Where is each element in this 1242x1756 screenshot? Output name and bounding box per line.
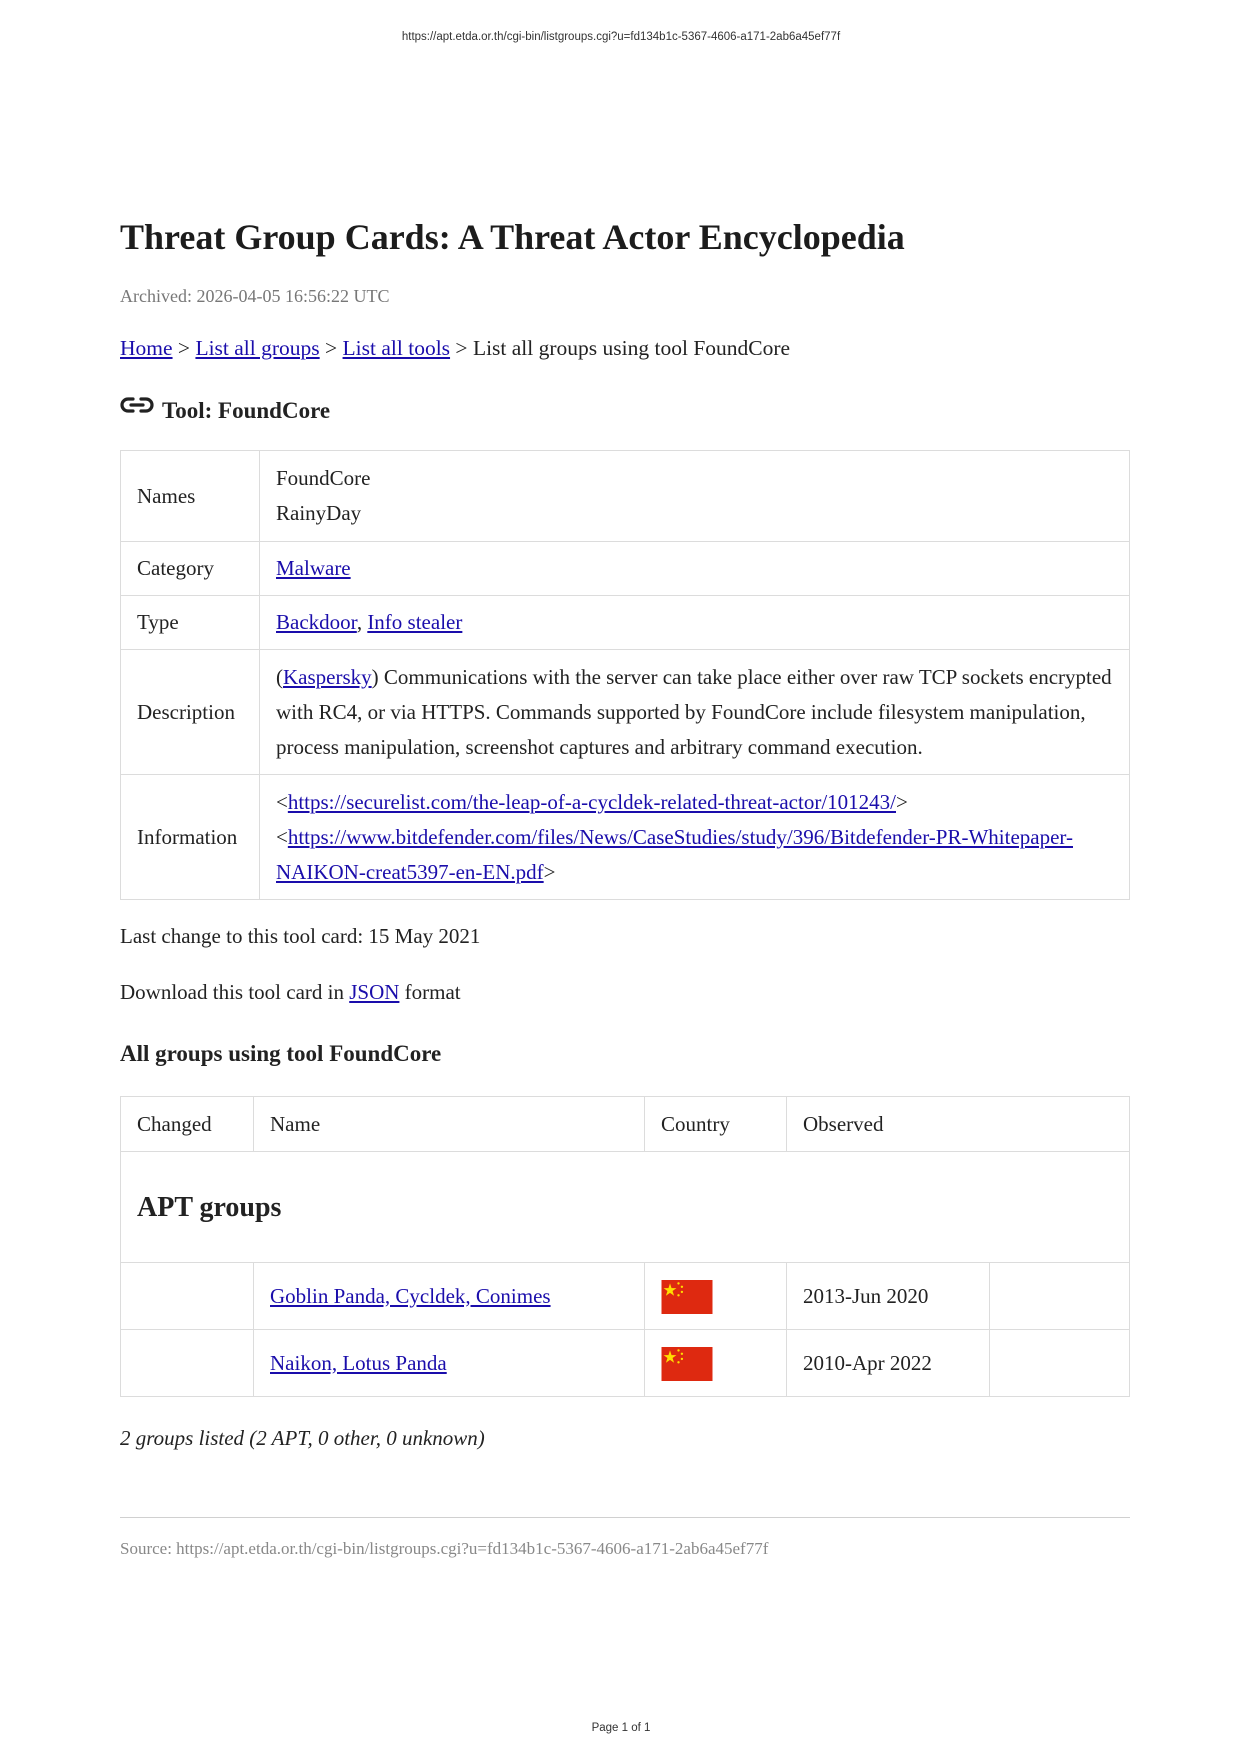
description-paren: ( bbox=[276, 664, 283, 689]
table-row bbox=[121, 1330, 1130, 1397]
information-label: Information bbox=[121, 775, 260, 900]
groups-header-row bbox=[121, 1097, 1130, 1152]
source-url: Source: https://apt.etda.or.th/cgi-bin/listgroups.cgi?u=fd134b1c-5367-4606-a171-2ab6a45ef77f bbox=[120, 1539, 769, 1558]
download-text: Download this tool card in JSON format bbox=[120, 980, 461, 1004]
information-reference: <https://www.bitdefender.com/files/News/CaseStudies/study/396/Bitdefender-PR-Whitepaper-NAIKON-creat5397-en-EN.pdf> bbox=[276, 824, 1073, 884]
tool-category-row bbox=[121, 542, 1130, 596]
country-cell bbox=[645, 1330, 787, 1397]
footer-divider bbox=[120, 1517, 1130, 1518]
page-number: Page 1 of 1 bbox=[591, 1722, 651, 1734]
tool-heading-text: Tool: FoundCore bbox=[162, 398, 331, 423]
names-label: Names bbox=[121, 451, 260, 542]
print-header-url: https://apt.etda.or.th/cgi-bin/listgroups.cgi?u=fd134b1c-5367-4606-a171-2ab6a45ef77f bbox=[401, 31, 841, 43]
column-header-country: Country bbox=[645, 1097, 787, 1152]
information-value bbox=[260, 775, 1130, 900]
tool-info-table bbox=[120, 450, 1130, 900]
breadcrumb-separator: > bbox=[177, 336, 191, 360]
country-cell bbox=[645, 1263, 787, 1330]
type-info-stealer-link[interactable]: Info stealer bbox=[367, 610, 463, 634]
name-foundcore: FoundCore bbox=[276, 466, 371, 490]
apt-section-row bbox=[121, 1152, 1130, 1263]
category-value bbox=[260, 542, 1130, 596]
securelist-link[interactable]: https://securelist.com/the-leap-of-a-cycldek-related-threat-actor/101243/ bbox=[287, 789, 896, 814]
column-header-changed: Changed bbox=[121, 1097, 254, 1152]
apt-section-heading: APT groups bbox=[121, 1152, 1130, 1263]
breadcrumb-current: List all groups using tool FoundCore bbox=[472, 336, 791, 360]
link-icon bbox=[120, 394, 154, 416]
table-row bbox=[121, 1263, 1130, 1330]
observed-cell: 2013-Jun 2020 bbox=[787, 1263, 990, 1330]
groups-heading: All groups using tool FoundCore bbox=[120, 1041, 442, 1066]
china-flag-icon bbox=[661, 1347, 713, 1381]
type-label: Type bbox=[121, 596, 260, 650]
breadcrumb-separator: > bbox=[325, 336, 338, 360]
groups-table bbox=[120, 1096, 1130, 1397]
name-cell bbox=[254, 1330, 645, 1397]
tool-names-row bbox=[121, 451, 1130, 542]
category-malware-link[interactable]: Malware bbox=[276, 556, 351, 580]
type-separator: , bbox=[356, 610, 368, 634]
changed-cell bbox=[121, 1263, 254, 1330]
breadcrumb-home-link[interactable]: Home bbox=[120, 336, 173, 360]
archived-timestamp: Archived: 2026-04-05 16:56:22 UTC bbox=[120, 286, 390, 306]
category-label: Category bbox=[121, 542, 260, 596]
tool-information-row bbox=[121, 775, 1130, 900]
groups-summary: 2 groups listed (2 APT, 0 other, 0 unknown) bbox=[120, 1426, 485, 1450]
group-link-goblin-panda[interactable]: Goblin Panda, Cycldek, Conimes bbox=[270, 1283, 551, 1308]
description-text: Communications with the server can take place either over raw TCP sockets encrypted with RC4, or via HTTPS. Commands supported by FoundCore include filesystem manipulation, process manipulation, screenshot captures and arbitrary command execution. bbox=[276, 664, 1112, 759]
description-source-link[interactable]: Kaspersky bbox=[283, 664, 372, 689]
group-link-naikon[interactable]: Naikon, Lotus Panda bbox=[270, 1350, 447, 1375]
type-value bbox=[260, 596, 1130, 650]
breadcrumb-list-groups-link[interactable]: List all groups bbox=[195, 336, 320, 360]
breadcrumb-separator: > bbox=[455, 336, 468, 360]
breadcrumb-list-tools-link[interactable]: List all tools bbox=[342, 336, 451, 360]
tool-heading bbox=[120, 396, 1130, 426]
tool-type-row bbox=[121, 596, 1130, 650]
empty-cell bbox=[990, 1263, 1130, 1330]
empty-cell bbox=[990, 1330, 1130, 1397]
description-paren: ) bbox=[371, 664, 379, 689]
last-change-text: Last change to this tool card: 15 May 2021 bbox=[120, 924, 481, 948]
bitdefender-link[interactable]: https://www.bitdefender.com/files/News/CaseStudies/study/396/Bitdefender-PR-Whitepaper-NAIKON-creat5397-en-EN.pdf bbox=[276, 824, 1073, 884]
changed-cell bbox=[121, 1330, 254, 1397]
tool-description-row bbox=[121, 650, 1130, 775]
breadcrumb bbox=[120, 333, 1130, 363]
names-value bbox=[260, 451, 1130, 542]
name-rainyday: RainyDay bbox=[276, 501, 362, 525]
type-backdoor-link[interactable]: Backdoor bbox=[276, 610, 357, 634]
column-header-name: Name bbox=[254, 1097, 645, 1152]
page-title: Threat Group Cards: A Threat Actor Encyclopedia bbox=[120, 217, 905, 257]
description-label: Description bbox=[121, 650, 260, 775]
name-cell bbox=[254, 1263, 645, 1330]
json-download-link[interactable]: JSON bbox=[349, 980, 400, 1004]
column-header-observed: Observed bbox=[787, 1097, 1130, 1152]
china-flag-icon bbox=[661, 1280, 713, 1314]
observed-cell: 2010-Apr 2022 bbox=[787, 1330, 990, 1397]
description-value bbox=[260, 650, 1130, 775]
information-reference: <https://securelist.com/the-leap-of-a-cycldek-related-threat-actor/101243/> bbox=[276, 789, 908, 814]
page-content bbox=[120, 214, 1130, 1560]
